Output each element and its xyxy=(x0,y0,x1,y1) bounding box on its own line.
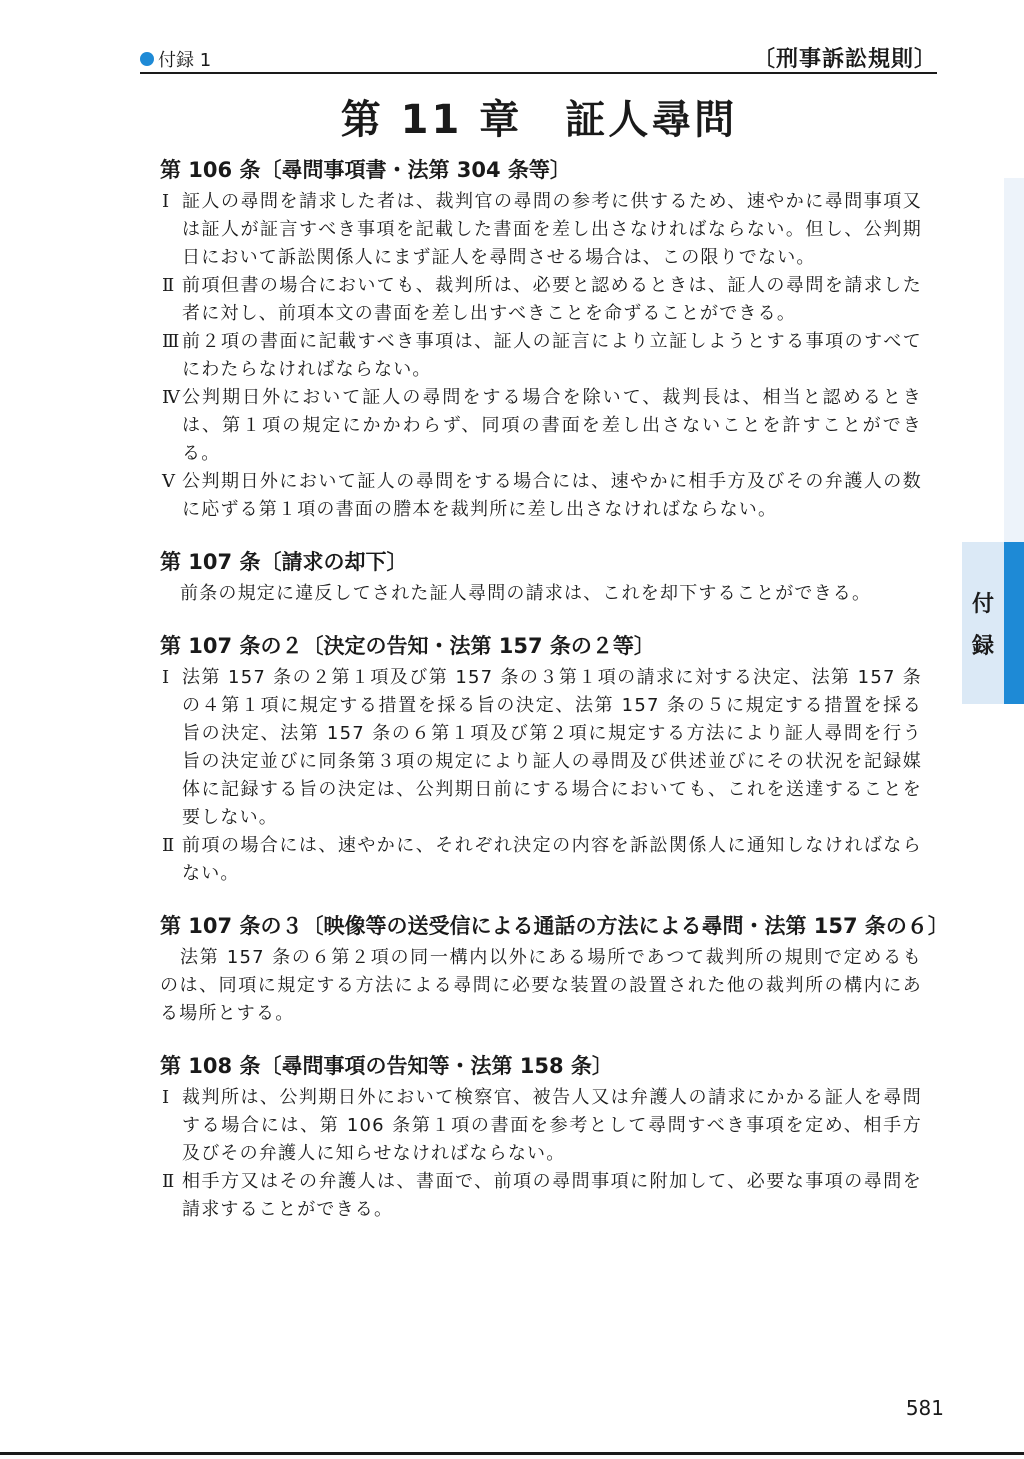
article-title: 第 107 条〔請求の却下〕 xyxy=(160,550,408,574)
article-title: 第 108 条〔尋問事項の告知等・法第 158 条〕 xyxy=(160,1054,613,1078)
article-text: 前条の規定に違反してされた証人尋問の請求は、これを却下することができる。 xyxy=(180,583,872,604)
paragraph xyxy=(160,328,922,384)
articles-body xyxy=(160,152,949,1244)
appendix-tab xyxy=(962,542,1024,704)
paragraph-text: 前項の場合には、速やかに、それぞれ決定の内容を訴訟関係人に通知しなければならない。 xyxy=(182,835,922,884)
paragraph-number: Ⅰ xyxy=(162,667,171,688)
header-divider xyxy=(140,72,937,74)
book-title: 〔刑事訴訟規則〕 xyxy=(752,47,937,72)
paragraph xyxy=(160,832,922,888)
paragraph xyxy=(160,1168,922,1224)
paragraph-number: Ⅲ xyxy=(162,331,181,352)
bottom-divider xyxy=(0,1452,1024,1455)
paragraph-number: Ⅴ xyxy=(162,471,177,492)
paragraph-number: Ⅱ xyxy=(162,275,176,296)
article-107-3 xyxy=(160,908,949,1028)
article-108 xyxy=(160,1048,922,1224)
paragraph xyxy=(160,384,922,468)
side-margin-strip xyxy=(1004,178,1024,542)
paragraph-number: Ⅰ xyxy=(162,191,171,212)
paragraph-text: 証人の尋問を請求した者は、裁判官の尋問の参考に供するため、速やかに尋問事項又は証人が証言すべき事項を記載した書面を差し出さなければならない。但し、公判期日において訴訟関係人にまず証人を尋問させる場合は、この限りでない。 xyxy=(182,191,922,268)
paragraph-text: 公判期日外において証人の尋問をする場合には、速やかに相手方及びその弁護人の数に応ずる第１項の書面の謄本を裁判所に差し出さなければならない。 xyxy=(182,471,922,520)
paragraph-number: Ⅱ xyxy=(162,1171,176,1192)
article-107-2 xyxy=(160,628,922,888)
paragraph-text: 公判期日外において証人の尋問をする場合を除いて、裁判長は、相当と認めるときは、第１項の規定にかかわらず、同項の書面を差し出さないことを許すことができる。 xyxy=(182,387,922,464)
page-number: 581 xyxy=(905,1396,944,1420)
paragraph-text: 相手方又はその弁護人は、書面で、前項の尋問事項に附加して、必要な事項の尋問を請求することができる。 xyxy=(182,1171,922,1220)
paragraph-number: Ⅱ xyxy=(162,835,176,856)
paragraph-text: 裁判所は、公判期日外において検察官、被告人又は弁護人の請求にかかる証人を尋問する場合には、第 106 条第１項の書面を参考として尋問すべき事項を定め、相手方及びその弁護人に知らせなければならない。 xyxy=(182,1087,922,1164)
paragraph-number: Ⅰ xyxy=(162,1087,171,1108)
chapter-title: 第 11 章 証人尋問 xyxy=(340,97,738,143)
article-106 xyxy=(160,152,922,524)
section-label-text: 付録 1 xyxy=(158,50,212,71)
paragraph-number: Ⅳ xyxy=(162,387,182,408)
paragraph xyxy=(160,272,922,328)
article-text: 法第 157 条の６第２項の同一構内以外にある場所であつて裁判所の規則で定めるものは、同項に規定する方法による尋問に必要な装置の設置された他の裁判所の構内にある場所とする。 xyxy=(160,947,922,1024)
article-title: 第 107 条の２〔決定の告知・法第 157 条の２等〕 xyxy=(160,634,655,658)
article-107 xyxy=(160,544,922,608)
paragraph-text: 法第 157 条の２第１項及び第 157 条の３第１項の請求に対する決定、法第 157 条の４第１項に規定する措置を採る旨の決定、法第 157 条の５に規定する措置を採る旨の決定、法第 157 条の６第１項及び第２項に規定する方法により証人尋問を行う旨の決定並びに同条第３項の規定により証人の尋問及び供述並びにその状況を記録媒体に記録する旨の決定は、公判期日前にする場合においても、これを送達することを要しない。 xyxy=(182,667,922,828)
paragraph xyxy=(160,1084,922,1168)
tab-accent-bar xyxy=(1004,542,1024,704)
paragraph-text: 前２項の書面に記載すべき事項は、証人の証言により立証しようとする事項のすべてにわたらなければならない。 xyxy=(182,331,922,380)
paragraph xyxy=(160,188,922,272)
article-title: 第 106 条〔尋問事項書・法第 304 条等〕 xyxy=(160,158,571,182)
paragraph xyxy=(160,468,922,524)
tab-char: 付 xyxy=(972,592,995,617)
tab-char: 録 xyxy=(972,634,995,659)
paragraph xyxy=(160,664,922,832)
bullet-dot-icon xyxy=(140,52,154,66)
article-title: 第 107 条の３〔映像等の送受信による通話の方法による尋問・法第 157 条の６〕 xyxy=(160,914,949,938)
paragraph-text: 前項但書の場合においても、裁判所は、必要と認めるときは、証人の尋問を請求した者に対し、前項本文の書面を差し出すべきことを命ずることができる。 xyxy=(182,275,922,324)
section-label xyxy=(140,46,211,72)
running-header xyxy=(140,44,937,74)
tab-label xyxy=(972,584,994,668)
